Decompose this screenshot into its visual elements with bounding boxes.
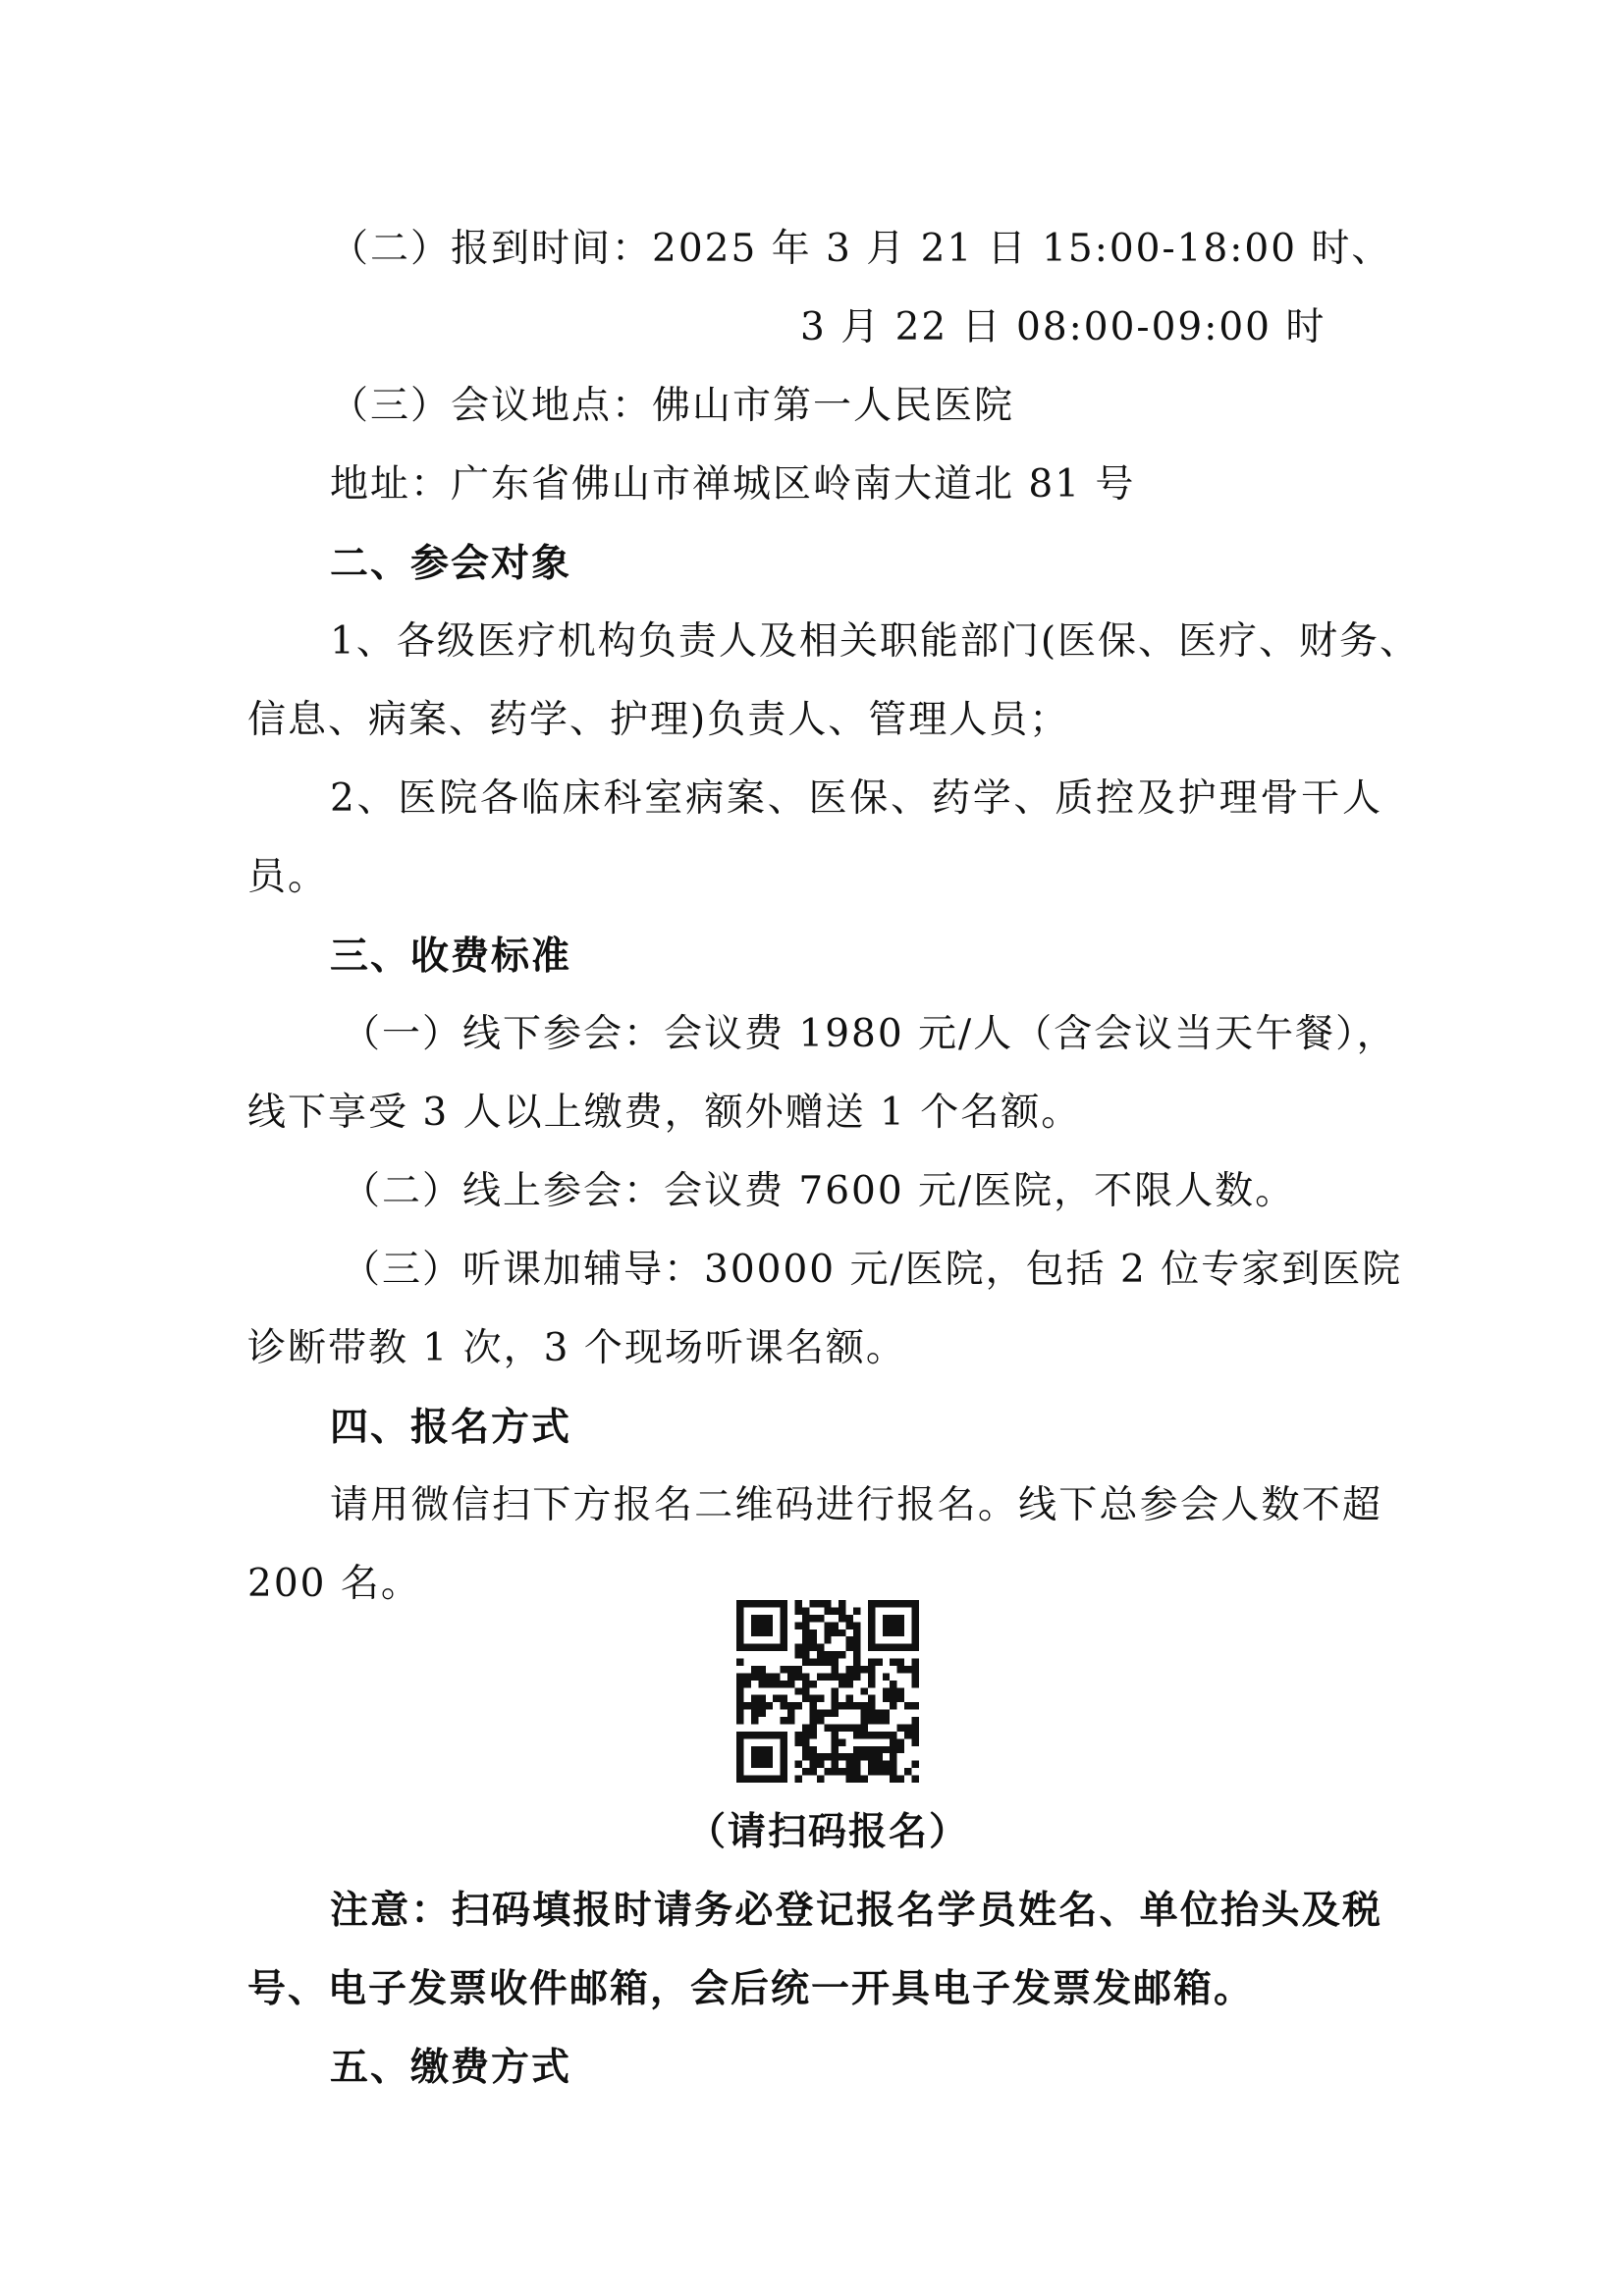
venue-line: （三）会议地点：佛山市第一人民医院 bbox=[330, 384, 1015, 428]
attendees-item-2-line-2: 员。 bbox=[247, 855, 329, 899]
section-heading-payment: 五、缴费方式 bbox=[330, 2045, 572, 2090]
fee-tutoring-line-1: （三）听课加辅导：30000 元/医院，包括 2 位专家到医院 bbox=[342, 1248, 1403, 1292]
section-heading-registration: 四、报名方式 bbox=[330, 1405, 572, 1450]
attendees-item-1-line-1: 1、各级医疗机构负责人及相关职能部门(医保、医疗、财务、 bbox=[330, 619, 1421, 664]
notice-line-1: 注意：扫码填报时请务必登记报名学员姓名、单位抬头及税 bbox=[330, 1888, 1382, 1933]
address-line: 地址：广东省佛山市禅城区岭南大道北 81 号 bbox=[330, 462, 1136, 507]
notice-line-2: 号、电子发票收件邮箱，会后统一开具电子发票发邮箱。 bbox=[247, 1966, 1255, 2011]
fee-offline-line-2: 线下享受 3 人以上缴费，额外赠送 1 个名额。 bbox=[247, 1091, 1082, 1135]
registration-instruction-line-2: 200 名。 bbox=[247, 1562, 421, 1606]
section-heading-attendees: 二、参会对象 bbox=[330, 541, 572, 586]
fee-tutoring-line-2: 诊断带教 1 次，3 个现场听课名额。 bbox=[247, 1326, 906, 1370]
registration-instruction-line-1: 请用微信扫下方报名二维码进行报名。线下总参会人数不超 bbox=[330, 1483, 1382, 1527]
registration-qr-code[interactable] bbox=[736, 1600, 919, 1783]
registration-time-line-2: 3 月 22 日 08:00-09:00 时 bbox=[800, 305, 1326, 349]
fee-offline-line-1: （一）线下参会：会议费 1980 元/人（含会议当天午餐）， bbox=[342, 1012, 1397, 1056]
attendees-item-1-line-2: 信息、病案、药学、护理)负责人、管理人员； bbox=[247, 698, 1070, 742]
attendees-item-2-line-1: 2、医院各临床科室病案、医保、药学、质控及护理骨干人 bbox=[330, 776, 1382, 821]
section-heading-fees: 三、收费标准 bbox=[330, 934, 572, 979]
registration-time-line-1: （二）报到时间：2025 年 3 月 21 日 15:00-18:00 时、 bbox=[330, 227, 1392, 271]
qr-caption: （请扫码报名） bbox=[687, 1809, 970, 1854]
fee-online-line: （二）线上参会：会议费 7600 元/医院，不限人数。 bbox=[342, 1169, 1296, 1213]
